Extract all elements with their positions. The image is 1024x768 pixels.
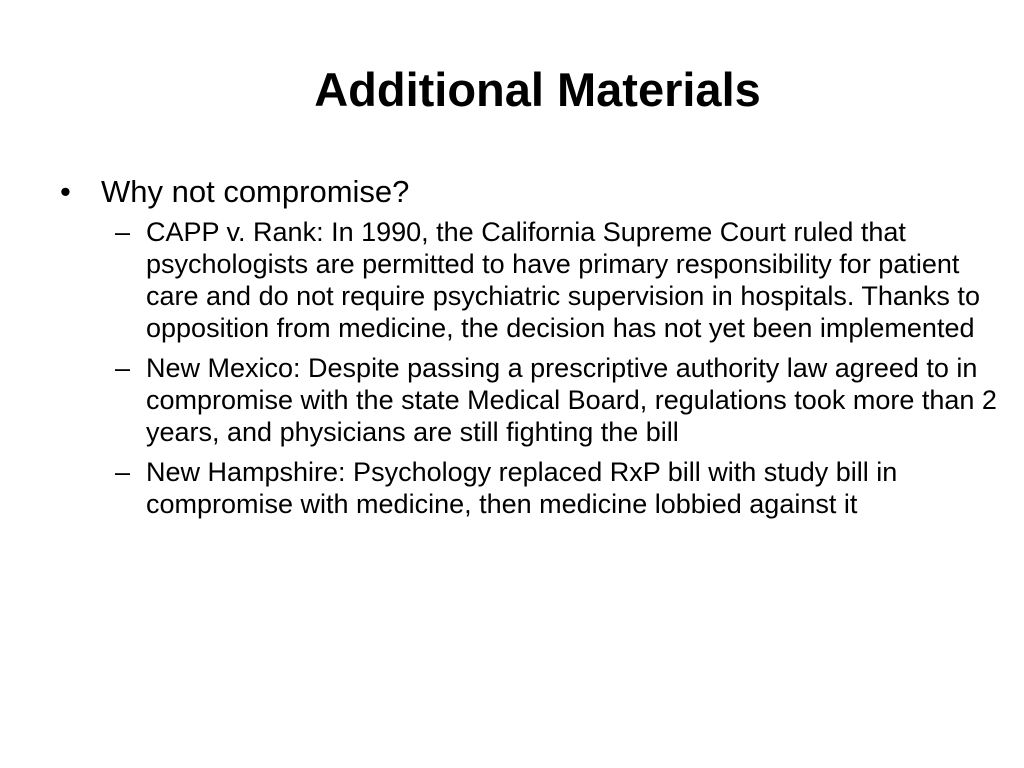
dash-marker: – xyxy=(115,217,131,247)
bullet-text: Why not compromise? xyxy=(101,174,410,209)
sub-bullet-item xyxy=(60,456,1000,520)
dash-marker: – xyxy=(115,353,131,383)
bullet-item xyxy=(60,172,1000,212)
sub-bullet-text: New Hampshire: Psychology replaced RxP bill with study bill in compromise with medicine, then medicine lobbied against it xyxy=(146,457,898,519)
slide-body xyxy=(60,172,1000,528)
sub-bullet-item xyxy=(60,216,1000,344)
bullet-marker: • xyxy=(60,174,71,209)
sub-bullet-item xyxy=(60,352,1000,448)
sub-bullet-text: New Mexico: Despite passing a prescriptive authority law agreed to in compromise with the state Medical Board, regulations took more than 2 years, and physicians are still fighting the bill xyxy=(146,353,997,447)
slide-title: Additional Materials xyxy=(314,63,761,116)
dash-marker: – xyxy=(115,457,131,487)
sub-bullet-list xyxy=(60,216,1000,520)
sub-bullet-text: CAPP v. Rank: In 1990, the California Supreme Court ruled that psychologists are permitted to have primary responsibility for patient care and do not require psychiatric supervision in hospitals. Thanks to opposition from medicine, the decision has not yet been implemented xyxy=(146,217,980,343)
